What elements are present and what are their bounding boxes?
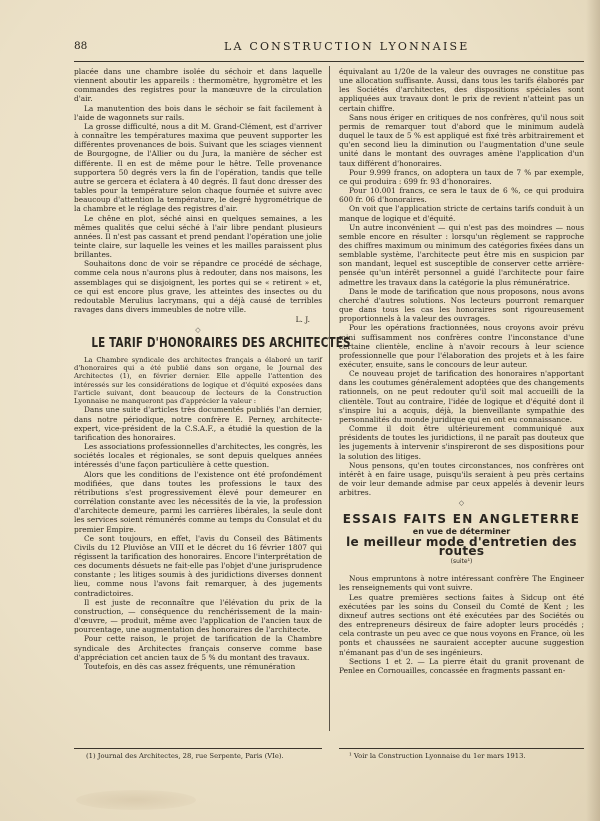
paragraph: Pour les opérations fractionnées, nous croyons avoir prévu mini suffisamment nos confrères contre l'inconstance d'une certaine clientèle, encline à n'avoir recours à leur science professionnelle que pour l'élaboration des projets et à les faire exécuter, ensuite, sans le concours de leur auteur. — [339, 323, 584, 369]
paragraph: Toutefois, en dès cas assez fréquents, une rémunération — [84, 661, 296, 671]
paper-stain — [76, 790, 196, 810]
paragraph: Dans une suite d'articles très documentés publiés l'an dernier, dans notre périodique, notre confrère E. Perney, architecte-expert, vice-président de la C.S.A.F., a étudié la question de la tarification des honoraires. — [74, 405, 322, 442]
paragraph: Sans nous ériger en critiques de nos confrères, qu'il nous soit permis de remarquer tout d'abord que le minimum audelà duquel le taux de 5 % est appliqué est fixé très arbitrairement et qu'en second lieu la diminution ou l'augmentation d'une seule unité dans le montant des ouvrages amène l'application d'un taux différent d'honoraires. — [339, 112, 584, 168]
paragraph: Pour cette raison, le projet de tarification de la Chambre syndicale des Architectes français conserve comme base d'appréciation cet ancien taux de 5 % du montant des travaux. — [74, 634, 322, 662]
ornament-divider: ◇ — [458, 499, 465, 508]
paragraph: Alors que les conditions de l'existence ont été profondément modifiées, que dans toutes les professions le taux des rétributions s'est progressivement élevé pour demeurer en corrélation constante avec les nécessités de la vie, la profession d'architecte demeure, parmi les carrières libérales, la seule dont les services soient rémunérés comme au temps du Consulat et du premier Empire. — [74, 469, 322, 534]
paragraph: Pour 9.999 francs, on adoptera un taux de 7 % par exemple, ce qui produira : 699 fr. 93 d'honoraires. — [339, 167, 584, 186]
footnote-rule-left — [74, 748, 322, 749]
essais-title-line2: le meilleur mode d'entretien des routes — [346, 534, 577, 558]
paragraph: Ce sont toujours, en effet, l'avis du Conseil des Bâtiments Civils du 12 Pluviôse an VIII et le décret du 16 février 1807 qui régissent la tarification des honoraires. Encore l'interprétation de ces documents désuets ne fait-elle pas l'objet d'une jurisprudence constante ; les litiges soumis à des juridictions diverses donnent lieu, comme nous l'avons fait remarquer, à des jugements contradictoires. — [74, 533, 322, 598]
right-column — [339, 67, 584, 675]
page-header — [74, 40, 584, 56]
paragraph: Il est juste de reconnaître que l'élévation du prix de la construction, — conséquence du renchérissement de la main-d'œuvre, — produit, même avec l'application de l'ancien taux de pourcentage, une augmentation des honoraires de l'architecte. — [74, 597, 322, 635]
paragraph: Pour 10.001 francs, ce sera le taux de 6 %, ce qui produira 600 fr. 06 d'honoraires. — [339, 186, 584, 205]
paragraph: On voit que l'application stricte de certains tarifs conduit à un manque de logique et d'équité. — [339, 204, 584, 223]
paragraph: Nous pensons, qu'en toutes circonstances, nos confrères ont intérêt à en faire usage, puisqu'ils seraient à peu près certains de voir leur demande admise par ceux appelés à devenir leurs arbitres. — [339, 460, 584, 498]
ornament-divider: ◇ — [195, 326, 201, 335]
footnote-left: (1) Journal des Architectes, 28, rue Serpente, Paris (VIe). — [86, 752, 284, 760]
essais-subtitle: en vue de déterminer — [412, 526, 511, 536]
running-title: LA CONSTRUCTION LYONNAISE — [224, 40, 470, 53]
signature: L. J. — [295, 315, 310, 325]
article-title: LE TARIF D'HONORAIRES DES ARCHITECTES — [91, 335, 351, 351]
paragraph: Un autre inconvénient — qui n'est pas des moindres — nous semble encore en résulter : lorsqu'un règlement se rapproche des chiffres maximum ou minimum des catégories fixées dans un semblable système, l'architecte peut être mis en suspicion par son mandant, lequel est susceptible de conserver cette arrière-pensée qu'un intérêt personnel a guidé l'architecte pour faire admettre les travaux dans la catégorie la plus rémunératrice. — [339, 222, 584, 287]
column-divider — [329, 66, 330, 731]
paragraph: équivalant au 1/20e de la valeur des ouvrages ne constitue pas une allocation suffisante. Aussi, dans tous les tarifs élaborés par les Sociétés d'architectes, des dispositions spéciales sont appliquées aux travaux dont le prix de revient n'atteint pas un certain chiffre. — [339, 67, 584, 113]
header-rule — [74, 61, 584, 62]
paragraph: Les quatre premières sections faites à Sidcup ont été exécutées par les soins du Conseil du Comté de Kent ; les dixneuf autres sections ont été exécutées par des Sociétés ou des entrepreneurs désireux de faire adopter leurs procédés ; cela contraste un peu avec ce que nous voyons en France, où les ponts et chaussées ne sauraient accepter aucune suggestion n'émanant pas d'un de ses ingénieurs. — [339, 592, 584, 657]
page-number: 88 — [74, 40, 88, 52]
lead-paragraph: La Chambre syndicale des architectes français a élaboré un tarif d'honoraires qui a été publié dans son organe, le Journal des Architectes (1), en février dernier. Elle appelle l'attention des intéressés sur les considérations de logique et d'équité exposées dans l'article suivant, dont beaucoup de lecteurs de la Construction Lyonnaise ne manqueront pas d'apprécier la valeur : — [74, 355, 322, 406]
paragraph: Dans le mode de tarification que nous proposons, nous avons cherché d'autres solutions. Nos lecteurs pourront remarquer que dans tous les cas les honoraires sont rigoureusement proportionnels à la valeur des ouvrages. — [339, 286, 584, 324]
paragraph: Sections 1 et 2. — La pierre était du granit provenant de Penlee en Cornouailles, concassée en fragments passant en- — [339, 656, 584, 675]
paragraph: placée dans une chambre isolée du séchoir et dans laquelle viennent aboutir les appareils : thermomètre, hygromètre et les commandes des registres pour la manœuvre de la circulation d'air. — [74, 67, 322, 104]
footnote-rule-right — [339, 748, 584, 749]
paragraph: Nous empruntons à notre intéressant confrère The Engineer les renseignements qui vont suivre. — [339, 574, 584, 593]
left-column — [74, 67, 351, 671]
paragraph: La manutention des bois dans le séchoir se fait facilement à l'aide de wagonnets sur rails. — [74, 103, 322, 122]
essais-title: ESSAIS FAITS EN ANGLETERRE — [342, 511, 581, 526]
paragraph: Ce nouveau projet de tarification des honoraires n'apportant dans les coutumes généralement adoptées que des changements rationnels, on ne peut redouter qu'il soit mal accueilli de la clientèle. Tout au contraire, l'idée de logique et d'équité dont il s'inspire lui a acquis, déjà, la bienveillante sympathie des personnalités du monde juridique qui en ont eu connaissance. — [339, 369, 584, 424]
paragraph: Comme il doit être ultérieurement communiqué aux présidents de toutes les juridictions, il ne paraît pas douteux que les jugements à intervenir s'inspireront de ses dispositions pour la solution des litiges. — [339, 424, 584, 461]
paragraph: Souhaitons donc de voir se répandre ce procédé de séchage, comme cela nous n'aurons plus à redouter, dans nos maisons, les assemblages qui se disjoignent, les portes qui se « retirent » et, ce qui est encore plus grave, les atteintes des insectes ou du redoutable Merulius lacrymans, qui a déjà causé de terribles ravages dans divers immeubles de notre ville. — [74, 259, 322, 315]
paragraph: La grosse difficulté, nous a dit M. Grand-Clément, est d'arriver à connaître les températures maxima que peuvent supporter les différentes provenances de bois. Suivant que les sciages viennent de Bourgogne, de l'Allier ou du Jura, la manière de sécher est différente. Il en est de même pour le hêtre. Telle provenance supportera 50 degrés vers la fin de l'opération, tandis que telle autre se gercera et éclatera à 40 degrés. Il faut donc dresser des tables pour la température selon chaque fournée et suivre avec beaucoup d'attention la température, le degré hygrométrique de la chambre et le réglage des registres d'air. — [74, 121, 322, 214]
paragraph: Les associations professionnelles d'architectes, les congrès, les sociétés locales et régionales, se sont depuis quelques années intéressés d'une façon particulière à cette question. — [74, 442, 322, 470]
paragraph: Le chêne en plot, séché ainsi en quelques semaines, a les mêmes qualités que celui séché à l'air libre pendant plusieurs années. Il n'est pas cassant et prend pendant l'opération une jolie teinte claire, sur laquelle les veines et les mailles paraissent plus brillantes. — [74, 213, 322, 260]
page-edge-shadow — [586, 0, 600, 821]
footnote-right: ¹ Voir la Construction Lyonnaise du 1er mars 1913. — [349, 752, 526, 760]
essais-suite-note: (suite¹) — [450, 558, 473, 566]
